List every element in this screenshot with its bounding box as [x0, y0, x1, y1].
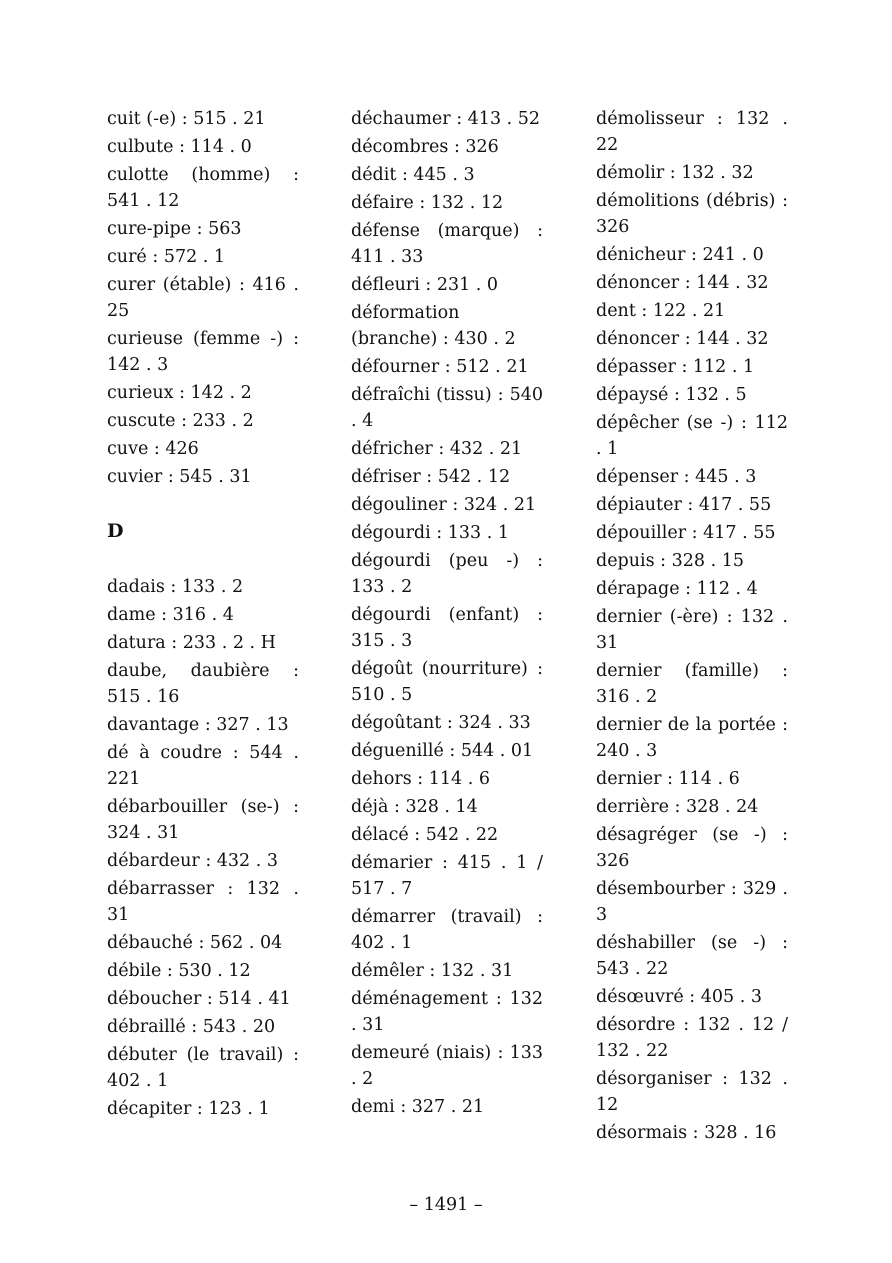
- index-entry: dame : 316 . 4: [107, 605, 234, 625]
- index-entry: demi : 327 . 21: [351, 1097, 485, 1117]
- index-entry: dernier (-ère) : 132 . 31: [596, 607, 788, 653]
- index-entry: depuis : 328 . 15: [596, 551, 744, 571]
- index-entry: dénoncer : 144 . 32: [596, 273, 769, 293]
- index-entry: cuscute : 233 . 2: [107, 411, 254, 431]
- index-entry: datura : 233 . 2 . H: [107, 633, 276, 653]
- index-column-3: [596, 106, 788, 1148]
- index-entry: curieux : 142 . 2: [107, 383, 252, 403]
- index-entry: dégourdi (peu -) : 133 . 2: [351, 551, 543, 597]
- index-entry: dégouliner : 324 . 21: [351, 495, 537, 515]
- index-entry: déshabiller (se -) : 543 . 22: [596, 933, 788, 979]
- index-entry: dépaysé : 132 . 5: [596, 385, 747, 405]
- index-entry: dépiauter : 417 . 55: [596, 495, 772, 515]
- index-entry: défraîchi (tissu) : 540 . 4: [351, 385, 543, 431]
- index-entry: curer (étable) : 416 . 25: [107, 275, 299, 321]
- index-entry: cuve : 426: [107, 439, 199, 459]
- index-entry: curé : 572 . 1: [107, 247, 226, 267]
- index-entry: culbute : 114 . 0: [107, 137, 252, 157]
- index-entry: décapiter : 123 . 1: [107, 1099, 270, 1119]
- index-entry: dénoncer : 144 . 32: [596, 329, 769, 349]
- index-entry: dénicheur : 241 . 0: [596, 245, 764, 265]
- index-entry: démolir : 132 . 32: [596, 163, 754, 183]
- index-entry: délacé : 542 . 22: [351, 825, 499, 845]
- index-entry: défense (marque) : 411 . 33: [351, 221, 543, 267]
- index-entry: dépouiller : 417 . 55: [596, 523, 776, 543]
- index-entry: débauché : 562 . 04: [107, 933, 283, 953]
- index-entry: débraillé : 543 . 20: [107, 1017, 276, 1037]
- index-entry: déguenillé : 544 . 01: [351, 741, 534, 761]
- index-entry: désagréger (se -) : 326: [596, 825, 788, 871]
- index-entry: défourner : 512 . 21: [351, 357, 529, 377]
- index-entry: cure-pipe : 563: [107, 219, 242, 239]
- index-entry: culotte (homme) : 541 . 12: [107, 165, 299, 211]
- index-entry: dépenser : 445 . 3: [596, 467, 757, 487]
- index-column-2: [351, 106, 543, 1122]
- index-entry: démolitions (débris) : 326: [596, 191, 788, 237]
- index-entry: dégoûtant : 324 . 33: [351, 713, 531, 733]
- index-entry: défaire : 132 . 12: [351, 193, 504, 213]
- index-entry: dégoût (nourriture) : 510 . 5: [351, 659, 543, 705]
- index-entry: désembourber : 329 . 3: [596, 879, 788, 925]
- index-entry: déchaumer : 413 . 52: [351, 109, 541, 129]
- index-entry: dernier de la portée : 240 . 3: [596, 715, 788, 761]
- index-entry: démolisseur : 132 . 22: [596, 109, 788, 155]
- index-entry: dégourdi : 133 . 1: [351, 523, 509, 543]
- index-entry: dépêcher (se -) : 112 . 1: [596, 413, 788, 459]
- index-entry: derrière : 328 . 24: [596, 797, 759, 817]
- index-entry: démêler : 132 . 31: [351, 961, 514, 981]
- index-entry: cuvier : 545 . 31: [107, 467, 252, 487]
- index-entry: dé à coudre : 544 . 221: [107, 743, 299, 789]
- index-entry: déjà : 328 . 14: [351, 797, 478, 817]
- index-entry: désordre : 132 . 12 / 132 . 22: [596, 1015, 788, 1061]
- index-entry: déboucher : 514 . 41: [107, 989, 291, 1009]
- index-entry: dadais : 133 . 2: [107, 577, 244, 597]
- index-entry: demeuré (niais) : 133 . 2: [351, 1043, 543, 1089]
- index-entry: curieuse (femme -) : 142 . 3: [107, 329, 299, 375]
- index-entry: déformation (branche) : 430 . 2: [351, 303, 516, 349]
- index-entry: davantage : 327 . 13: [107, 715, 289, 735]
- index-entry: daube, daubière : 515 . 16: [107, 661, 299, 707]
- index-entry: démarier : 415 . 1 / 517 . 7: [351, 853, 543, 899]
- index-entry: désormais : 328 . 16: [596, 1123, 777, 1143]
- index-entry: dehors : 114 . 6: [351, 769, 490, 789]
- index-entry: décombres : 326: [351, 137, 499, 157]
- index-entry: débile : 530 . 12: [107, 961, 251, 981]
- letter-heading: D: [107, 520, 124, 542]
- index-entry: débardeur : 432 . 3: [107, 851, 279, 871]
- index-entry: défleuri : 231 . 0: [351, 275, 499, 295]
- index-entry: défricher : 432 . 21: [351, 439, 523, 459]
- index-entry: dédit : 445 . 3: [351, 165, 475, 185]
- index-entry: défriser : 542 . 12: [351, 467, 511, 487]
- index-entry: dérapage : 112 . 4: [596, 579, 758, 599]
- index-entry: débarbouiller (se-) : 324 . 31: [107, 797, 299, 843]
- page-number: – 1491 –: [409, 1195, 483, 1215]
- index-entry: dégourdi (enfant) : 315 . 3: [351, 605, 543, 651]
- index-entry: désorganiser : 132 . 12: [596, 1069, 788, 1115]
- index-entry: dent : 122 . 21: [596, 301, 726, 321]
- index-entry: dépasser : 112 . 1: [596, 357, 755, 377]
- index-entry: désœuvré : 405 . 3: [596, 987, 762, 1007]
- index-entry: cuit (-e) : 515 . 21: [107, 109, 266, 129]
- index-entry: démarrer (travail) : 402 . 1: [351, 907, 543, 953]
- index-entry: déménagement : 132 . 31: [351, 989, 543, 1035]
- index-column-1: [107, 106, 299, 1124]
- index-entry: dernier : 114 . 6: [596, 769, 740, 789]
- index-entry: débuter (le travail) : 402 . 1: [107, 1045, 299, 1091]
- index-entry: débarrasser : 132 . 31: [107, 879, 299, 925]
- index-entry: dernier (famille) : 316 . 2: [596, 661, 788, 707]
